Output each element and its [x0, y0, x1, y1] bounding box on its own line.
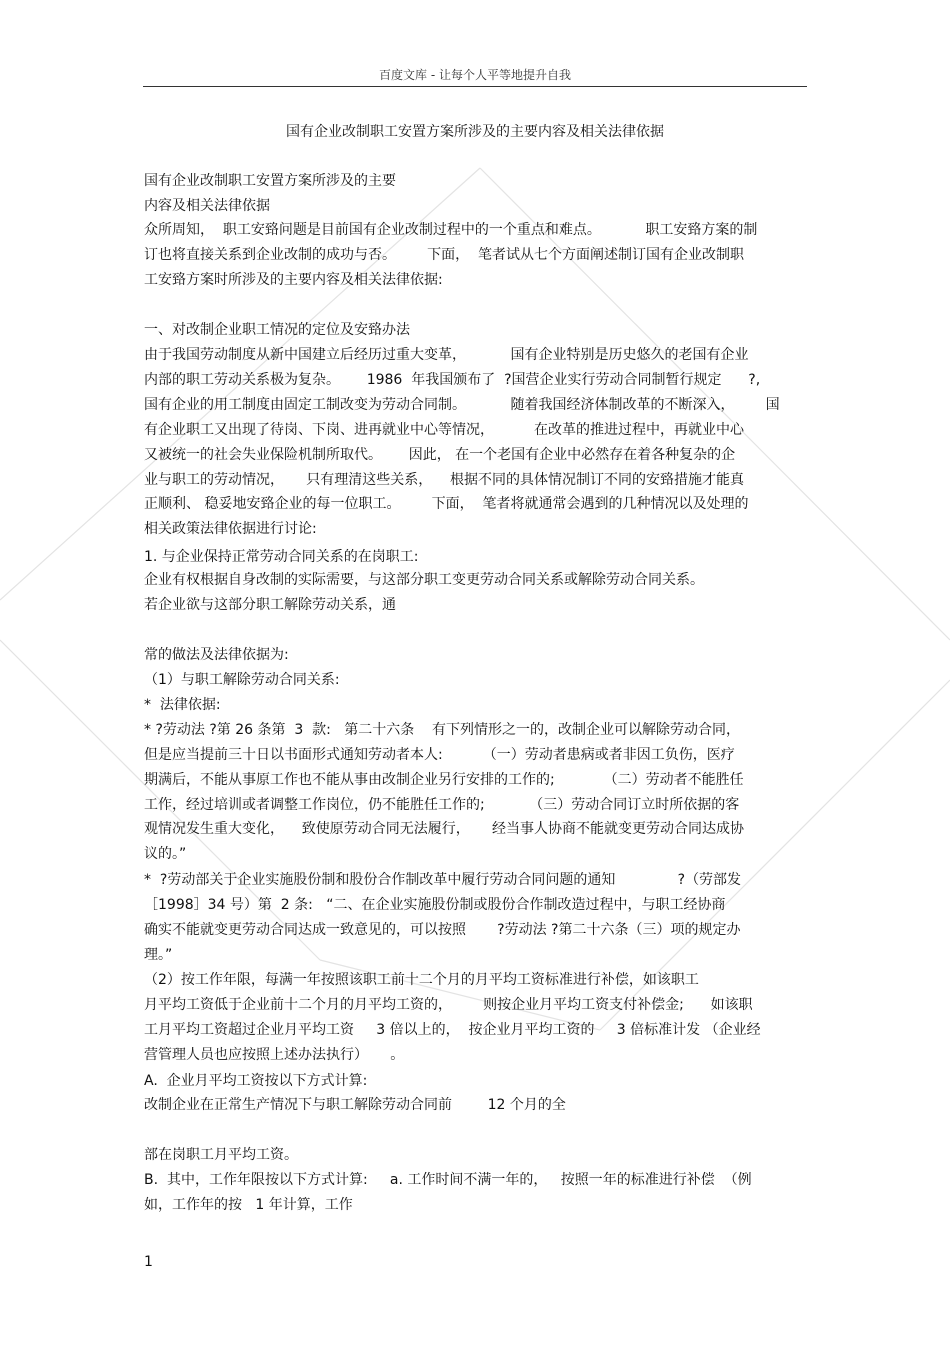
page-number: 1 — [144, 1254, 153, 1270]
body-line: 正顺利、 稳妥地安臵企业的每一位职工。 下面， 笔者将就通常会遇到的几种情况以及处理的 — [144, 496, 749, 512]
body-line: 期满后，不能从事原工作也不能从事由改制企业另行安排的工作的; （二）劳动者不能胜任 — [144, 772, 744, 788]
body-line: * ?劳动部关于企业实施股份制和股份合作制改革中履行劳动合同问题的通知 ?（劳部发 — [144, 872, 742, 888]
body-line: 观情况发生重大变化， 致使原劳动合同无法履行， 经当事人协商不能就变更劳动合同达成协 — [144, 821, 745, 837]
body-line: 议的。” — [144, 846, 187, 862]
body-line: A. 企业月平均工资按以下方式计算: — [144, 1073, 368, 1089]
body-line: 国有企业改制职工安置方案所涉及的主要 — [144, 173, 396, 189]
body-line: 若企业欲与这部分职工解除劳动关系，通 — [144, 597, 396, 613]
body-line: 相关政策法律依据进行讨论: — [144, 521, 317, 537]
body-line: （1）与职工解除劳动合同关系: — [144, 672, 340, 688]
body-line: 国有企业的用工制度由固定工制改变为劳动合同制。 随着我国经济体制改革的不断深入， 国 — [144, 397, 780, 413]
page-header: 百度文库 - 让每个人平等地提升自我 — [379, 68, 571, 82]
body-line: 营管理人员也应按照上述办法执行） 。 — [144, 1047, 405, 1063]
subsection-heading: 1. 与企业保持正常劳动合同关系的在岗职工: — [144, 549, 419, 565]
body-line: 月平均工资低于企业前十二个月的月平均工资的， 则按企业月平均工资支付补偿金; 如该职 — [144, 997, 753, 1013]
body-line: 理。” — [144, 947, 173, 963]
body-line: * ?劳动法 ?第 26 条第 3 款: 第二十六条 有下列情形之一的，改制企业可以解除劳动合同， — [144, 722, 741, 738]
body-line: 内部的职工劳动关系极为复杂。 1986 年我国颁布了 ?国营企业实行劳动合同制暂行规定 ?, — [144, 372, 761, 388]
body-line: 业与职工的劳动情况， 只有理清这些关系， 根据不同的具体情况制订不同的安臵措施才能真 — [144, 472, 745, 488]
body-line: ［1998］34 号）第 2 条: “二、在企业实施股份制或股份合作制改造过程中，与职工经协商 — [144, 897, 726, 913]
body-line: 企业有权根据自身改制的实际需要，与这部分职工变更劳动合同关系或解除劳动合同关系。 — [144, 572, 704, 588]
body-line: * 法律依据: — [144, 697, 221, 713]
body-line: 工安臵方案时所涉及的主要内容及相关法律依据: — [144, 272, 443, 288]
body-line: B. 其中，工作年限按以下方式计算: a. 工作时间不满一年的， 按照一年的标准进行补偿 （例 — [144, 1172, 752, 1188]
body-line: 由于我国劳动制度从新中国建立后经历过重大变革， 国有企业特别是历史悠久的老国有企业 — [144, 347, 749, 363]
body-line: 众所周知， 职工安臵问题是目前国有企业改制过程中的一个重点和难点。 职工安臵方案的制 — [144, 222, 758, 238]
body-line: 工月平均工资超过企业月平均工资 3 倍以上的， 按企业月平均工资的 3 倍标准计发 （企业经 — [144, 1022, 761, 1038]
body-line: 常的做法及法律依据为: — [144, 647, 289, 663]
body-line: （2）按工作年限，每满一年按照该职工前十二个月的月平均工资标准进行补偿，如该职工 — [144, 972, 699, 988]
body-line: 部在岗职工月平均工资。 — [144, 1147, 298, 1163]
body-line: 改制企业在正常生产情况下与职工解除劳动合同前 12 个月的全 — [144, 1097, 566, 1113]
body-line: 有企业职工又出现了待岗、下岗、进再就业中心等情况， 在改革的推进过程中，再就业中心 — [144, 422, 745, 438]
body-line: 内容及相关法律依据 — [144, 198, 270, 214]
section-heading: 一、对改制企业职工情况的定位及安臵办法 — [144, 322, 410, 338]
body-line: 工作，经过培训或者调整工作岗位，仍不能胜任工作的; （三）劳动合同订立时所依据的客 — [144, 797, 740, 813]
body-line: 确实不能就变更劳动合同达成一致意见的，可以按照 ?劳动法 ?第二十六条（三）项的规定办 — [144, 922, 741, 938]
document-title: 国有企业改制职工安置方案所涉及的主要内容及相关法律依据 — [286, 124, 664, 140]
body-line: 但是应当提前三十日以书面形式通知劳动者本人: （一）劳动者患病或者非因工负伤，医疗 — [144, 747, 735, 763]
body-line: 又被统一的社会失业保险机制所取代。 因此， 在一个老国有企业中必然存在着各种复杂的企 — [144, 447, 736, 463]
body-line: 如，工作年的按 1 年计算，工作 — [144, 1197, 353, 1213]
body-line: 订也将直接关系到企业改制的成功与否。 下面， 笔者试从七个方面阐述制订国有企业改制职 — [144, 247, 745, 263]
